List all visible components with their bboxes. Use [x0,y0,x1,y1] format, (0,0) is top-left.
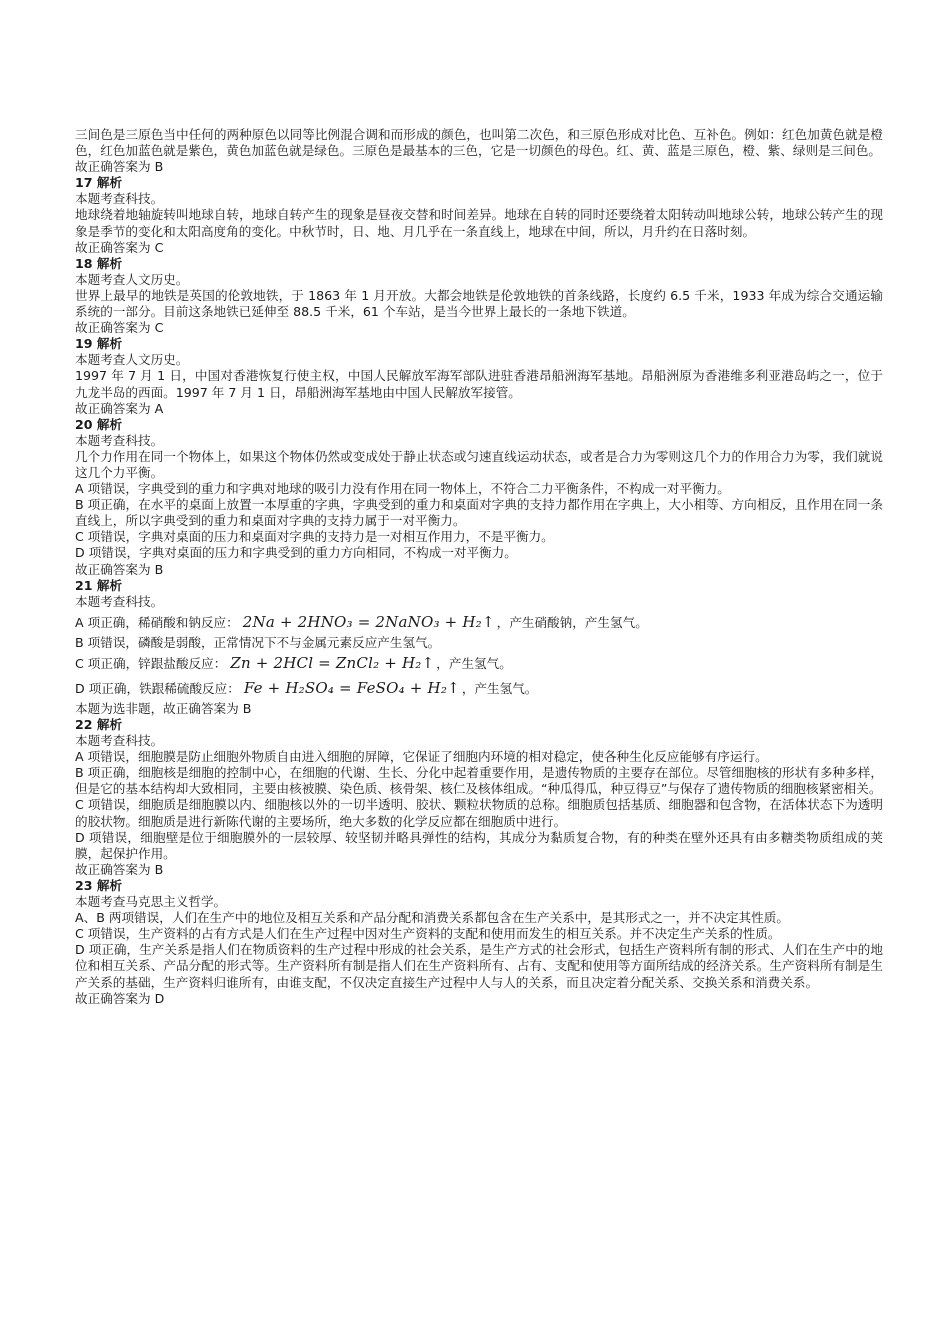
q20-option-a: A 项错误，字典受到的重力和字典对地球的吸引力没有作用在同一物体上，不符合二力平衡条件，不构成一对平衡力。 [75,481,730,497]
q19-answer: 故正确答案为 A [75,400,164,416]
q20-option-d: D 项错误，字典对桌面的压力和字典受到的重力方向相同，不构成一对平衡力。 [75,545,517,561]
intro-answer: 故正确答案为 B [75,159,164,175]
q20-option-c: C 项错误，字典对桌面的压力和桌面对字典的支持力是一对相互作用力，不是平衡力。 [75,529,554,545]
q19-heading: 19 解析 [75,336,123,352]
q21-heading: 21 解析 [75,577,123,593]
q17-paragraph: 地球绕着地轴旋转叫地球自转，地球自转产生的现象是昼夜交替和时间差异。地球在自转的同时还要绕着太阳转动叫地球公转，地球公转产生的现象是季节的变化和太阳高度角的变化。中秋节时，日、地、月几乎在一条直线上，地球在中间，所以，月升约在日落时刻。 [75,207,883,239]
q22-option-a: A 项错误，细胞膜是防止细胞外物质自由进入细胞的屏障，它保证了细胞内环境的相对稳定，使各种生化反应能够有序运行。 [75,749,768,765]
q17-answer: 故正确答案为 C [75,239,164,255]
q21-equation-c: Zn + 2HCl = ZnCl₂ + H₂↑ [230,653,435,672]
q19-paragraph: 1997 年 7 月 1 日，中国对香港恢复行使主权，中国人民解放军海军部队进驻香港昂船洲海军基地。昂船洲原为香港维多利亚港岛屿之一，位于九龙半岛的西面。1997 年 7 月 1 日，昂船洲海军基地由中国人民解放军接管。 [75,368,883,400]
q20-topic: 本题考查科技。 [75,432,164,448]
q23-heading: 23 解析 [75,877,123,893]
q23-option-ab: A、B 两项错误，人们在生产中的地位及相互关系和产品分配和消费关系都包含在生产关系中，是其形式之一，并不决定其性质。 [75,910,789,926]
q18-topic: 本题考查人文历史。 [75,271,189,287]
q20-answer: 故正确答案为 B [75,561,164,577]
q22-option-d: D 项错误，细胞壁是位于细胞膜外的一层较厚、较坚韧并略具弹性的结构，其成分为黏质复合物，有的种类在壁外还具有由多糖类物质组成的荚膜，起保护作用。 [75,829,883,861]
q22-topic: 本题考查科技。 [75,733,164,749]
q21-option-c-text: C 项正确，锌跟盐酸反应： [75,655,227,671]
q18-paragraph: 世界上最早的地铁是英国的伦敦地铁，于 1863 年 1 月开放。大都会地铁是伦敦地铁的首条线路，长度约 6.5 千米，1933 年成为综合交通运输系统的一部分。目前这条地铁已延伸至 88.5 千米，61 个车站，是当今世界上最长的一条地下铁道。 [75,287,883,320]
q21-option-d-text: D 项正确，铁跟稀硫酸反应： [75,680,240,696]
q21-option-d-result: ，产生氢气。 [461,680,538,696]
q21-option-a-text: A 项正确，稀硝酸和钠反应： [75,614,239,630]
q21-option-a-result: ，产生硝酸钠，产生氢气。 [496,614,648,630]
q18-heading: 18 解析 [75,255,123,271]
q22-option-b: B 项正确，细胞核是细胞的控制中心，在细胞的代谢、生长、分化中起着重要作用，是遗传物质的主要存在部位。尽管细胞核的形状有多种多样，但是它的基本结构却大致相同，主要由核被膜、染色质、核骨架、核仁及核体组成。“种瓜得瓜，种豆得豆”与保存了遗传物质的细胞核紧密相关。 [75,765,883,797]
q20-heading: 20 解析 [75,416,123,432]
answer-explanations-document [75,127,883,1007]
q23-topic: 本题考查马克思主义哲学。 [75,894,227,910]
q23-option-d: D 项正确，生产关系是指人们在物质资料的生产过程中形成的社会关系，是生产方式的社会形式，包括生产资料所有制的形式、人们在生产中的地位和相互关系、产品分配的形式等。生产资料所有制是指人们在生产资料所有、占有、支配和使用等方面所结成的经济关系。生产资料所有制是生产关系的基础，生产资料归谁所有，由谁支配，不仅决定直接生产过程中人与人的关系，而且决定着分配关系、交换关系和消费关系。 [75,942,883,990]
q22-answer: 故正确答案为 B [75,861,164,877]
q21-equation-a: 2Na + 2HNO₃ = 2NaNO₃ + H₂↑ [242,612,495,631]
q19-topic: 本题考查人文历史。 [75,352,189,368]
q22-heading: 22 解析 [75,717,123,732]
q21-option-a [75,610,883,635]
q17-heading: 17 解析 [75,175,123,191]
q23-answer: 故正确答案为 D [75,990,165,1006]
intro-paragraph: 三间色是三原色当中任何的两种原色以同等比例混合调和而形成的颜色，也叫第二次色，和三原色形成对比色、互补色。例如：红色加黄色就是橙色，红色加蓝色就是紫色，黄色加蓝色就是绿色。三原色是最基本的三色，它是一切颜色的母色。红、黄、蓝是三原色，橙、紫、绿则是三间色。 [75,127,883,159]
q21-option-c [75,651,883,676]
q21-option-b: B 项错误，磷酸是弱酸，正常情况下不与金属元素反应产生氢气。 [75,634,441,650]
q23-option-c: C 项错误，生产资料的占有方式是人们在生产过程中因对生产资料的支配和使用而发生的相互关系。并不决定生产关系的性质。 [75,926,781,942]
q20-paragraph: 几个力作用在同一个物体上，如果这个物体仍然或变成处于静止状态或匀速直线运动状态，或者是合力为零则这几个力的作用合力为零，我们就说这几个力平衡。 [75,448,883,480]
q22-option-c: C 项错误，细胞质是细胞膜以内、细胞核以外的一切半透明、胶状、颗粒状物质的总称。细胞质包括基质、细胞器和包含物，在活体状态下为透明的胶状物。细胞质是进行新陈代谢的主要场所，绝大多数的化学反应都在细胞质中进行。 [75,797,883,829]
q21-topic: 本题考查科技。 [75,593,164,609]
q18-answer: 故正确答案为 C [75,320,164,336]
q17-topic: 本题考查科技。 [75,191,164,207]
q21-option-d [75,676,883,701]
q21-option-c-result: ，产生氢气。 [436,655,512,671]
q21-equation-d: Fe + H₂SO₄ = FeSO₄ + H₂↑ [243,678,460,697]
q20-option-b: B 项正确，在水平的桌面上放置一本厚重的字典，字典受到的重力和桌面对字典的支持力都作用在字典上，大小相等、方向相反，且作用在同一条直线上，所以字典受到的重力和桌面对字典的支持力属于一对平衡力。 [75,497,883,529]
q21-answer: 本题为选非题，故正确答案为 B [75,700,252,716]
